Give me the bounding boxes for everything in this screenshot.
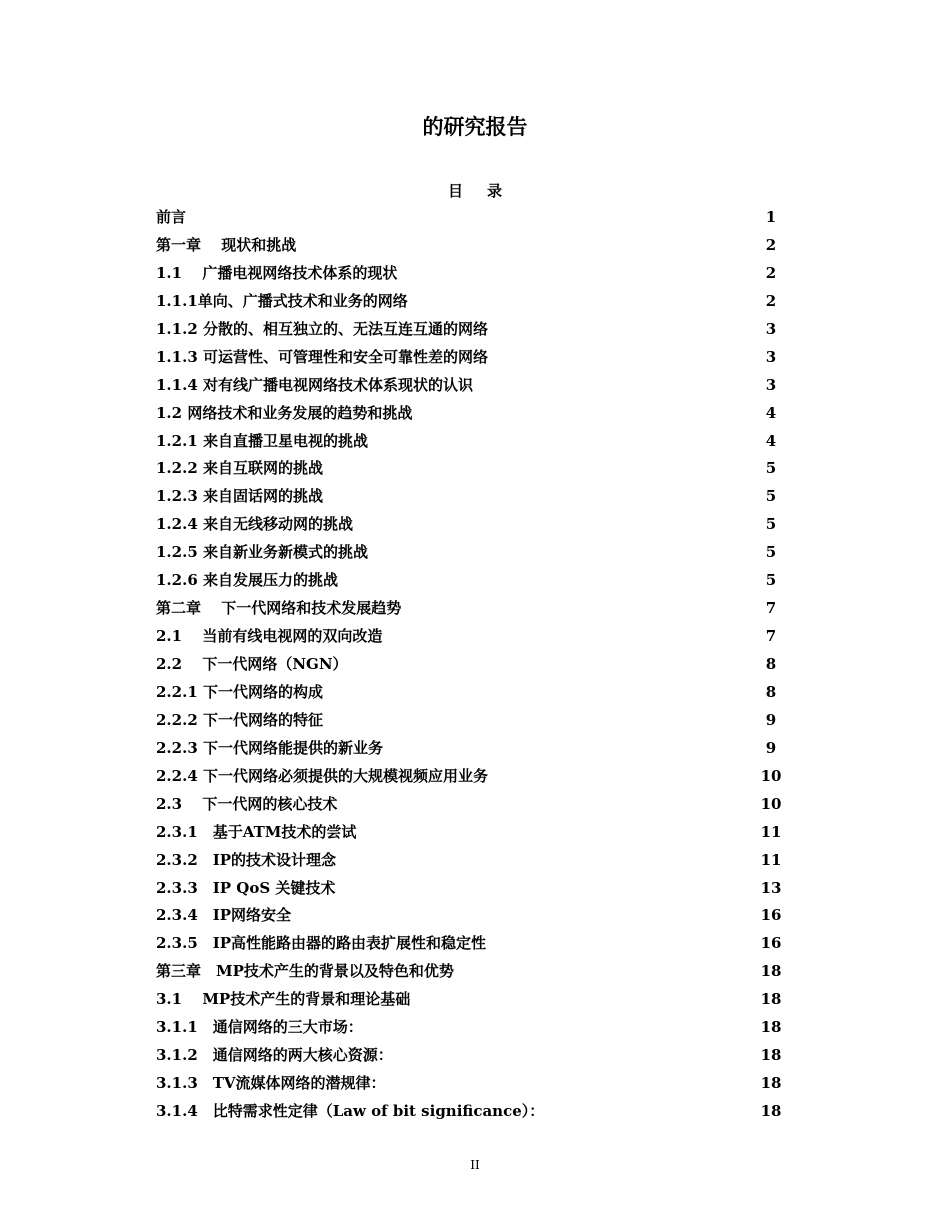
page-number: II	[470, 1158, 480, 1172]
toc-entry-label: 2.3 下一代网的核心技术	[156, 794, 338, 813]
toc-entry-label: 2.3.4 IP网络安全	[156, 906, 292, 925]
toc-entry-label: 1.2.6 来自发展压力的挑战	[156, 571, 338, 590]
toc-entry[interactable]	[156, 986, 796, 1014]
toc-entry-label: 3.1.2 通信网络的两大核心资源：	[156, 1046, 393, 1065]
toc-entry[interactable]	[156, 902, 796, 930]
toc-entry[interactable]	[156, 623, 796, 651]
toc-entry-page: 3	[765, 347, 777, 366]
toc-entry[interactable]	[156, 1098, 796, 1126]
toc-entry-page: 18	[760, 962, 782, 981]
toc-entry[interactable]	[156, 595, 796, 623]
toc-entry-page: 18	[760, 1018, 782, 1037]
toc-entry-label: 前言	[156, 208, 187, 226]
toc-entry-page: 3	[765, 375, 777, 394]
table-of-contents	[156, 204, 796, 1126]
toc-entry-label: 2.1 当前有线电视网的双向改造	[156, 627, 383, 646]
toc-entry-label: 3.1.4 比特需求性定律（Law of bit significance）：	[156, 1102, 545, 1120]
toc-entry[interactable]	[156, 260, 796, 288]
toc-entry-label: 2.2.3 下一代网络能提供的新业务	[156, 738, 383, 757]
toc-entry-label: 1.1.1单向、广播式技术和业务的网络	[156, 291, 408, 310]
toc-entry[interactable]	[156, 288, 796, 316]
toc-entry-page: 10	[760, 766, 782, 785]
toc-entry[interactable]	[156, 511, 796, 539]
toc-entry[interactable]	[156, 819, 796, 847]
toc-entry-label: 2.3.1 基于ATM技术的尝试	[156, 822, 357, 841]
toc-entry[interactable]	[156, 875, 796, 903]
toc-entry-page: 16	[760, 906, 782, 925]
toc-entry-page: 16	[760, 934, 782, 953]
toc-entry-page: 8	[765, 682, 777, 701]
toc-entry[interactable]	[156, 232, 796, 260]
toc-entry-page: 2	[765, 291, 777, 310]
toc-entry-page: 8	[765, 655, 777, 673]
toc-entry-label: 1.1.2 分散的、相互独立的、无法互连互通的网络	[156, 319, 488, 338]
toc-heading: 目录	[447, 182, 526, 200]
toc-entry[interactable]	[156, 372, 796, 400]
toc-entry-page: 9	[765, 710, 777, 729]
toc-entry-page: 2	[765, 235, 777, 254]
toc-entry-label: 1.1 广播电视网络技术体系的现状	[156, 263, 398, 282]
toc-entry-page: 18	[760, 1074, 782, 1093]
document-title: 的研究报告	[422, 114, 528, 139]
toc-entry-label: 2.2.4 下一代网络必须提供的大规模视频应用业务	[156, 766, 488, 785]
toc-entry-label: 2.3.5 IP高性能路由器的路由表扩展性和稳定性	[156, 934, 487, 953]
toc-entry-page: 5	[765, 571, 777, 590]
toc-entry-page: 9	[765, 738, 777, 757]
toc-entry-page: 13	[760, 878, 782, 897]
toc-entry-page: 18	[760, 990, 782, 1009]
toc-entry-label: 1.2.2 来自互联网的挑战	[156, 459, 323, 478]
toc-entry-page: 7	[765, 627, 777, 646]
toc-entry-label: 2.2 下一代网络（NGN）	[156, 655, 348, 673]
toc-entry-label: 第二章 下一代网络和技术发展趋势	[156, 599, 402, 618]
toc-entry-page: 4	[765, 431, 777, 450]
toc-entry[interactable]	[156, 847, 796, 875]
toc-entry[interactable]	[156, 735, 796, 763]
toc-entry-label: 第一章 现状和挑战	[156, 235, 297, 254]
toc-entry[interactable]	[156, 400, 796, 428]
toc-entry-label: 2.2.2 下一代网络的特征	[156, 710, 323, 729]
toc-entry-label: 1.2.5 来自新业务新模式的挑战	[156, 543, 368, 562]
toc-entry-label: 1.2.3 来自固话网的挑战	[156, 487, 323, 506]
toc-entry-page: 11	[760, 822, 782, 841]
toc-entry-label: 3.1.3 TV流媒体网络的潜规律：	[156, 1074, 386, 1093]
toc-entry[interactable]	[156, 455, 796, 483]
toc-entry[interactable]	[156, 651, 796, 679]
toc-entry-page: 5	[765, 487, 777, 506]
toc-entry-label: 2.3.3 IP QoS 关键技术	[156, 878, 336, 897]
toc-entry-page: 5	[765, 459, 777, 478]
toc-entry-page: 18	[760, 1046, 782, 1065]
toc-entry-page: 2	[765, 263, 777, 282]
toc-entry[interactable]	[156, 1042, 796, 1070]
toc-entry[interactable]	[156, 763, 796, 791]
toc-entry-label: 1.2.1 来自直播卫星电视的挑战	[156, 431, 368, 450]
toc-entry-label: 3.1 MP技术产生的背景和理论基础	[156, 990, 411, 1009]
toc-entry[interactable]	[156, 567, 796, 595]
toc-entry[interactable]	[156, 930, 796, 958]
toc-entry[interactable]	[156, 707, 796, 735]
toc-entry-label: 3.1.1 通信网络的三大市场：	[156, 1018, 363, 1037]
toc-entry-page: 7	[765, 599, 777, 618]
toc-entry-page: 10	[760, 794, 782, 813]
toc-entry[interactable]	[156, 428, 796, 456]
toc-entry[interactable]	[156, 316, 796, 344]
toc-entry-label: 2.3.2 IP的技术设计理念	[156, 850, 337, 869]
toc-entry[interactable]	[156, 539, 796, 567]
toc-entry-page: 5	[765, 515, 777, 534]
toc-entry-label: 1.2.4 来自无线移动网的挑战	[156, 515, 353, 534]
toc-entry[interactable]	[156, 958, 796, 986]
toc-entry-page: 18	[760, 1102, 782, 1120]
toc-entry-label: 第三章 MP技术产生的背景以及特色和优势	[156, 962, 454, 981]
toc-entry-page: 11	[760, 850, 782, 869]
toc-entry[interactable]	[156, 483, 796, 511]
toc-entry[interactable]	[156, 204, 796, 232]
toc-entry[interactable]	[156, 344, 796, 372]
toc-entry[interactable]	[156, 1070, 796, 1098]
toc-entry-label: 2.2.1 下一代网络的构成	[156, 682, 323, 701]
toc-entry[interactable]	[156, 791, 796, 819]
toc-entry[interactable]	[156, 1014, 796, 1042]
toc-entry-page: 1	[765, 208, 777, 226]
toc-entry-page: 3	[765, 319, 777, 338]
toc-entry-page: 5	[765, 543, 777, 562]
toc-entry-label: 1.1.3 可运营性、可管理性和安全可靠性差的网络	[156, 347, 488, 366]
toc-entry-label: 1.1.4 对有线广播电视网络技术体系现状的认识	[156, 375, 473, 394]
toc-entry-label: 1.2 网络技术和业务发展的趋势和挑战	[156, 403, 413, 422]
toc-entry-page: 4	[765, 403, 777, 422]
toc-entry[interactable]	[156, 679, 796, 707]
